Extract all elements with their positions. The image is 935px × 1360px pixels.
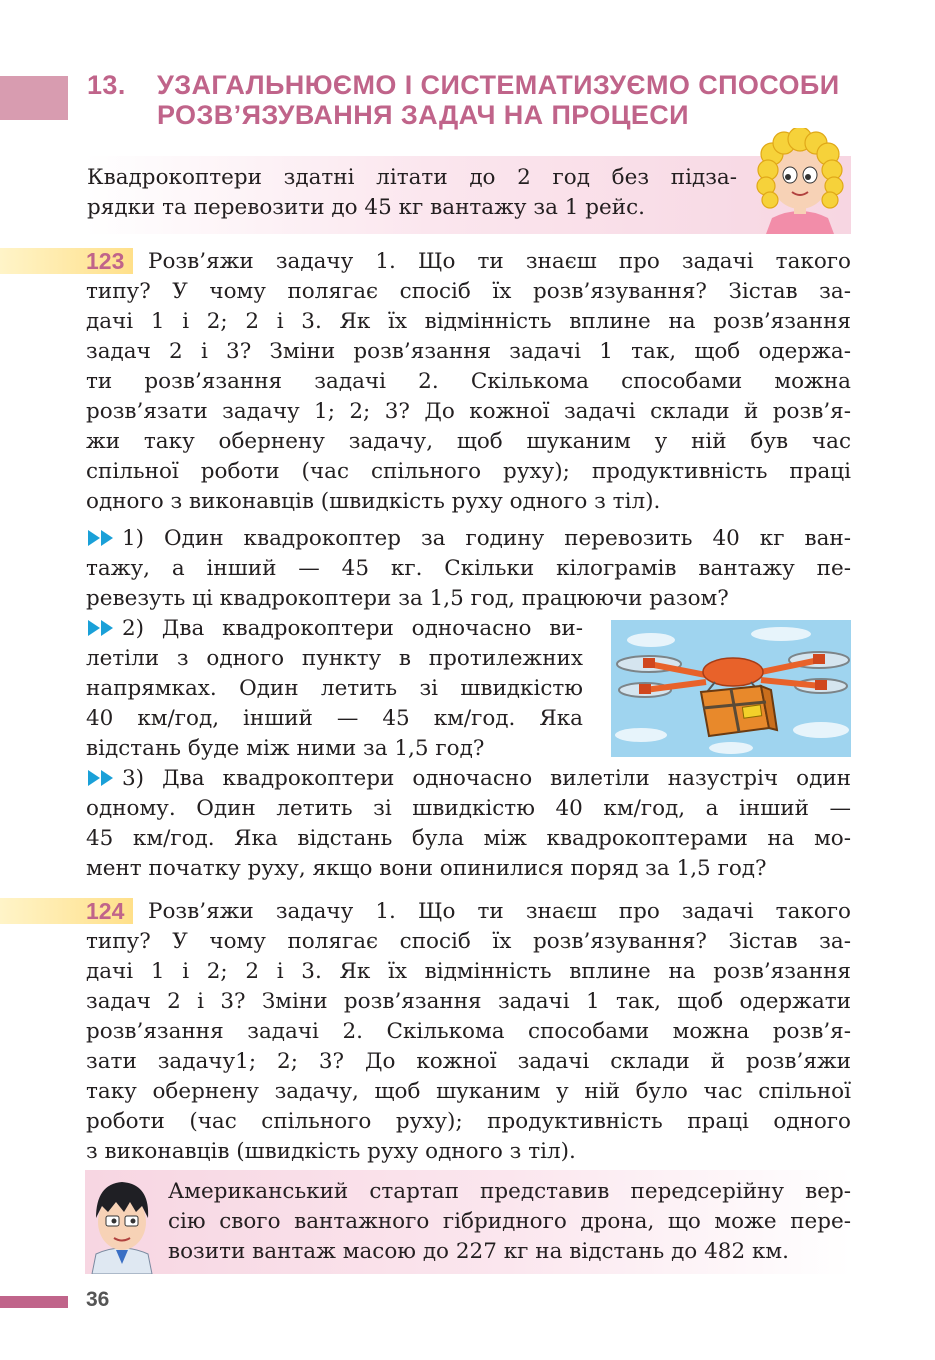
text-line: одного з виконавців (швидкість руху одного з тіл). (86, 489, 661, 514)
text-line: зати задачу1; 2; 3? До кожної задачі склади й розв’яжи (86, 1049, 851, 1074)
text-line: мент початку руху, якщо вони опинилися поряд за 1,5 год? (86, 856, 767, 881)
text-line: ти розв’язання задачі 2. Скількома способами можна (86, 369, 851, 394)
text-line: Розв’яжи задачу 1. Що ти знаєш про задачі такого (148, 899, 851, 924)
task-number-123: 123 (86, 248, 125, 274)
text-line: летіли з одного пункту в протилежних (86, 646, 583, 671)
task-124-text (86, 897, 851, 1167)
task-number-124: 124 (86, 898, 125, 924)
text-line (86, 764, 851, 794)
text-line: типу? У чому полягає спосіб їх розв’язування? Зістав за- (86, 929, 851, 954)
section-title-line1: УЗАГАЛЬНЮЄМО І СИСТЕМАТИЗУЄМО СПОСОБИ (157, 70, 840, 100)
problem-2 (86, 614, 583, 764)
problem-3 (86, 764, 851, 884)
text-line: 45 км/год. Яка відстань була між квадрокоптерами на мо- (86, 826, 851, 851)
text-line: відстань буде між ними за 1,5 год? (86, 736, 485, 761)
text-line: тажу, а інший — 45 кг. Скільки кілограмів вантажу пе- (86, 556, 851, 581)
text-line: дачі 1 і 2; 2 і 3. Як їх відмінність вплине на розв’язання (86, 959, 851, 984)
problem-1-line: 1) Один квадрокоптер за годину перевозить 40 кг ван- (122, 526, 851, 551)
text-line: з виконавців (швидкість руху одного з тіл). (86, 1139, 576, 1164)
problem-3-line: 3) Два квадрокоптери одночасно вилетіли назустріч один (122, 766, 851, 791)
text-line: 40 км/год, інший — 45 км/год. Яка (86, 706, 583, 731)
intro-text (87, 163, 737, 223)
page-number: 36 (86, 1288, 110, 1311)
text-line: напрямках. Один летить зі швидкістю (86, 676, 583, 701)
problem-1 (86, 524, 851, 614)
boy-illustration (86, 1170, 158, 1274)
section-number: 13. (87, 70, 126, 100)
text-line: Розв’яжи задачу 1. Що ти знаєш про задачі такого (148, 249, 851, 274)
text-line: одному. Один летить зі швидкістю 40 км/год, а інший — (86, 796, 851, 821)
text-line: задач 2 і 3? Зміни розв’язання задачі 1 так, щоб одержа- (86, 339, 851, 364)
text-line (86, 614, 583, 644)
problem-2-line: 2) Два квадрокоптери одночасно ви- (122, 616, 583, 641)
text-line: Американський стартап представив передсерійну вер- (168, 1179, 851, 1204)
text-line: роботи (час спільного руху); продуктивність праці одного (86, 1109, 851, 1134)
text-line: жи таку обернену задачу, щоб шуканим у ній був час (86, 429, 851, 454)
text-line: розв’язання задачі 2. Скількома способами можна розв’я- (86, 1019, 851, 1044)
text-line: типу? У чому полягає спосіб їх розв’язування? Зістав за- (86, 279, 851, 304)
text-line: ревезуть ці квадрокоптери за 1,5 год, працюючи разом? (86, 586, 729, 611)
fact-text (168, 1177, 851, 1267)
text-line: возити вантаж масою до 227 кг на відстань до 482 км. (168, 1239, 789, 1264)
text-line: Квадрокоптери здатні літати до 2 год без підза- (87, 165, 737, 190)
text-line: дачі 1 і 2; 2 і 3. Як їх відмінність вплине на розв’язання (86, 309, 851, 334)
section-title-line2: РОЗВ’ЯЗУВАННЯ ЗАДАЧ НА ПРОЦЕСИ (157, 100, 689, 130)
section-color-bar (0, 76, 68, 120)
text-line: сію свого вантажного гібридного дрона, що може пере- (168, 1209, 851, 1234)
double-arrow-icon (86, 769, 116, 787)
double-arrow-icon (86, 619, 116, 637)
text-line: спільної роботи (час спільного руху); продуктивність праці (86, 459, 851, 484)
drone-illustration (611, 620, 851, 757)
text-line (86, 524, 851, 554)
page-number-bar (0, 1296, 68, 1308)
text-line: рядки та перевозити до 45 кг вантажу за 1 рейс. (87, 195, 645, 220)
section-heading (87, 70, 877, 130)
text-line: таку обернену задачу, щоб шуканим у ній було час спільної (86, 1079, 851, 1104)
girl-illustration (750, 128, 850, 234)
double-arrow-icon (86, 529, 116, 547)
text-line: задач 2 і 3? Зміни розв’язання задачі 1 так, щоб одержати (86, 989, 851, 1014)
task-123-text (86, 247, 851, 517)
text-line: розв’язати задачу 1; 2; 3? До кожної задачі склади й розв’я- (86, 399, 851, 424)
